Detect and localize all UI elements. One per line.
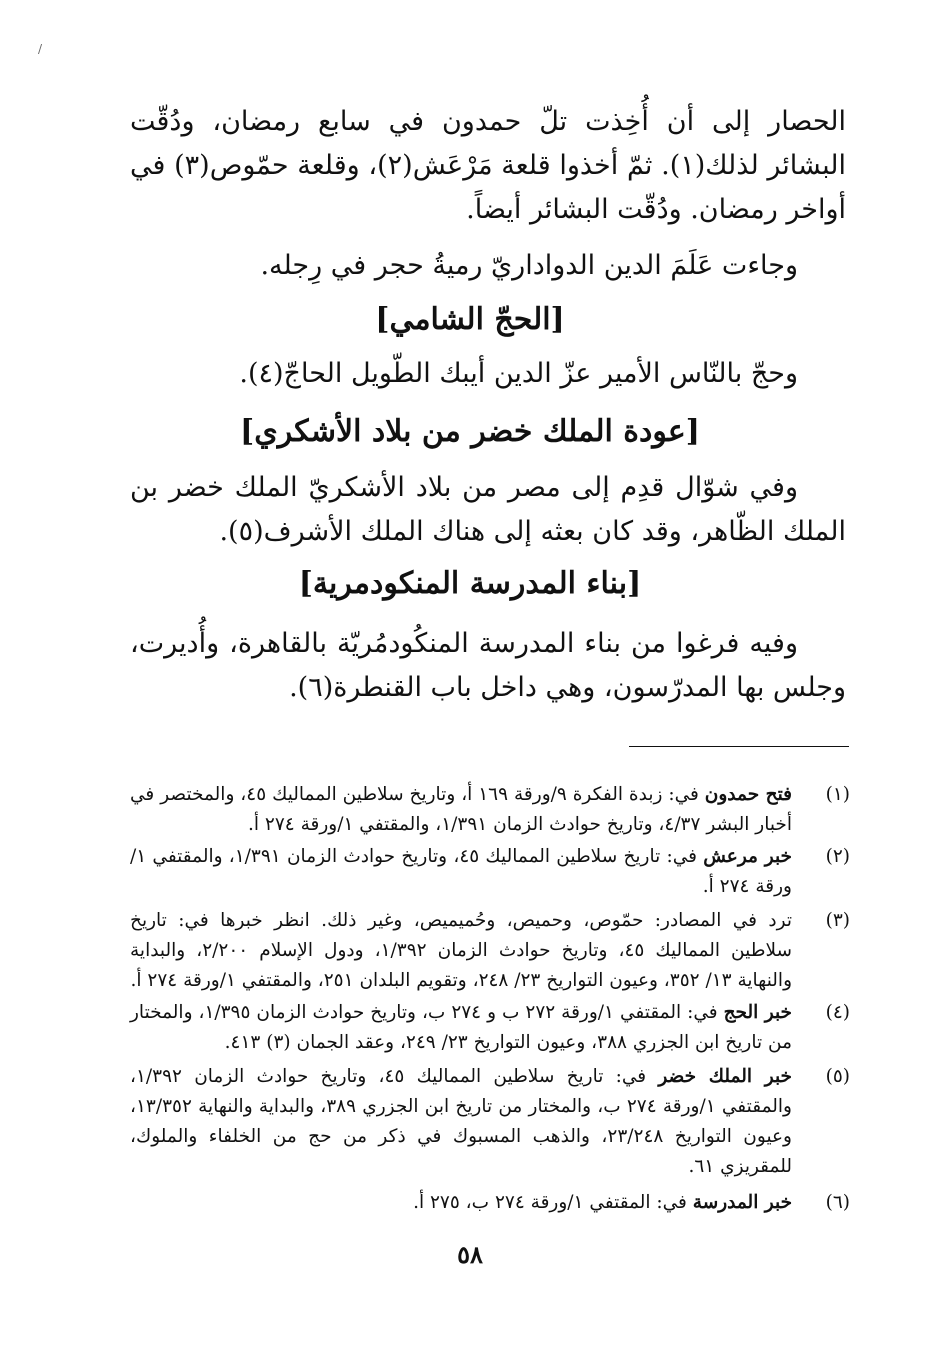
footnote-text: في: زبدة الفكرة ٩/ورقة ١٦٩ أ، وتاريخ سلاطين المماليك ٤٥، والمختصر في أخبار البشر ٤/٣٧، وتاريخ حوادث الزمان ١/٣٩١، والمقتفي ١/ورقة ٢٧٤ أ. [130, 784, 792, 835]
page-number: ٥٨ [457, 1240, 483, 1269]
footnote-3 [130, 906, 850, 996]
footnote-lead: فتح حمدون [704, 784, 792, 805]
corner-mark: / [38, 42, 43, 56]
footnote-lead: خبر مرعش [703, 846, 792, 867]
heading-return-khidr: [عودة الملك خضر من بلاد الأشكري] [240, 414, 700, 449]
footnote-4 [130, 998, 850, 1058]
footnote-number: (٤) [825, 1002, 850, 1023]
paragraph-siege: الحصار إلى أن أُخِذت تلّ حمدون في سابع رمضان، ودُقّت البشائر لذلك(١). ثمّ أخذوا قلعة مَرْعَش(٢)، وقلعة حمّوص(٣) في أواخر رمضان. ودُقّت البشائر أيضاً. [130, 106, 846, 225]
footnote-lead: خبر المدرسة [692, 1192, 792, 1213]
footnote-number: (٢) [825, 846, 850, 867]
paragraph-return-khidr: وفي شوّال قدِم إلى مصر من بلاد الأشكريّ الملك خضر بن الملك الظّاهر، وقد كان بعثه إلى هناك الملك الأشرف(٥). [130, 472, 846, 547]
heading-hajj: [الحجّ الشامي] [375, 302, 565, 337]
footnote-text: في: تاريخ سلاطين المماليك ٤٥، وتاريخ حوادث الزمان ١/٣٩٢، والمقتفي ١/ورقة ٢٧٤ ب، والمختار من تاريخ ابن الجزري ٣٨٩، والبداية والنهاية ١٣/٣٥٢، وعيون التواريخ ٢٣/٢٤٨، والذهب المسبوك في ذكر من حج من الخلفاء والملوك، للمقريزي ٦١. [130, 1066, 792, 1177]
footnote-number: (١) [825, 784, 850, 805]
heading-madrasa: [بناء المدرسة المنكودمرية] [298, 566, 642, 601]
footnote-number: (٦) [825, 1192, 850, 1213]
footnote-text: ترد في المصادر: حمّوص، وحميص، وحُميميص، وغير ذلك. انظر خبرها في: تاريخ سلاطين المماليك ٤٥، وتاريخ حوادث الزمان ١/٣٩٢، ودول الإسلام ٢/٢٠٠، والبداية والنهاية ١٣/ ٣٥٢، وعيون التواريخ ٢٣/ ٢٤٨، وتقويم البلدان ٢٥١، والمقتفي ١/ورقة ٢٧٤ أ. [130, 910, 792, 991]
footnote-1 [130, 780, 850, 840]
footnote-separator [629, 746, 849, 747]
footnote-text: في: المقتفي ١/ورقة ٢٧٢ ب و ٢٧٤ ب، وتاريخ حوادث الزمان ١/٣٩٥، والمختار من تاريخ ابن الجزري ٣٨٨، وعيون التواريخ ٢٣/ ٢٤٩، وعقد الجمان (٣) ٤١٣. [130, 1002, 792, 1053]
paragraph-hajj: وحجّ بالنّاس الأمير عزّ الدين أيبك الطّويل الحاجّ(٤). [239, 358, 798, 389]
footnote-lead: خبر الملك خضر [658, 1066, 792, 1087]
footnote-number: (٣) [825, 910, 850, 931]
footnote-2 [130, 842, 850, 902]
footnote-5 [130, 1062, 850, 1182]
footnote-number: (٥) [825, 1066, 850, 1087]
footnote-text: في: المقتفي ١/ورقة ٢٧٤ ب، ٢٧٥ أ. [413, 1192, 693, 1213]
footnote-6 [130, 1188, 850, 1218]
paragraph-madrasa: وفيه فرغوا من بناء المدرسة المنكُودمُريّة بالقاهرة، وأُديرت، وجلس بها المدرّسون، وهي داخل باب القنطرة(٦). [130, 628, 846, 703]
footnote-text: في: تاريخ سلاطين المماليك ٤٥، وتاريخ حوادث الزمان ١/٣٩١، والمقتفي ١/ورقة ٢٧٤ أ. [130, 846, 792, 897]
paragraph-alam-al-din: وجاءت عَلَمَ الدين الدواداريّ رميةُ حجر في رِجله. [260, 250, 798, 281]
footnote-lead: خبر الحج [723, 1002, 792, 1023]
